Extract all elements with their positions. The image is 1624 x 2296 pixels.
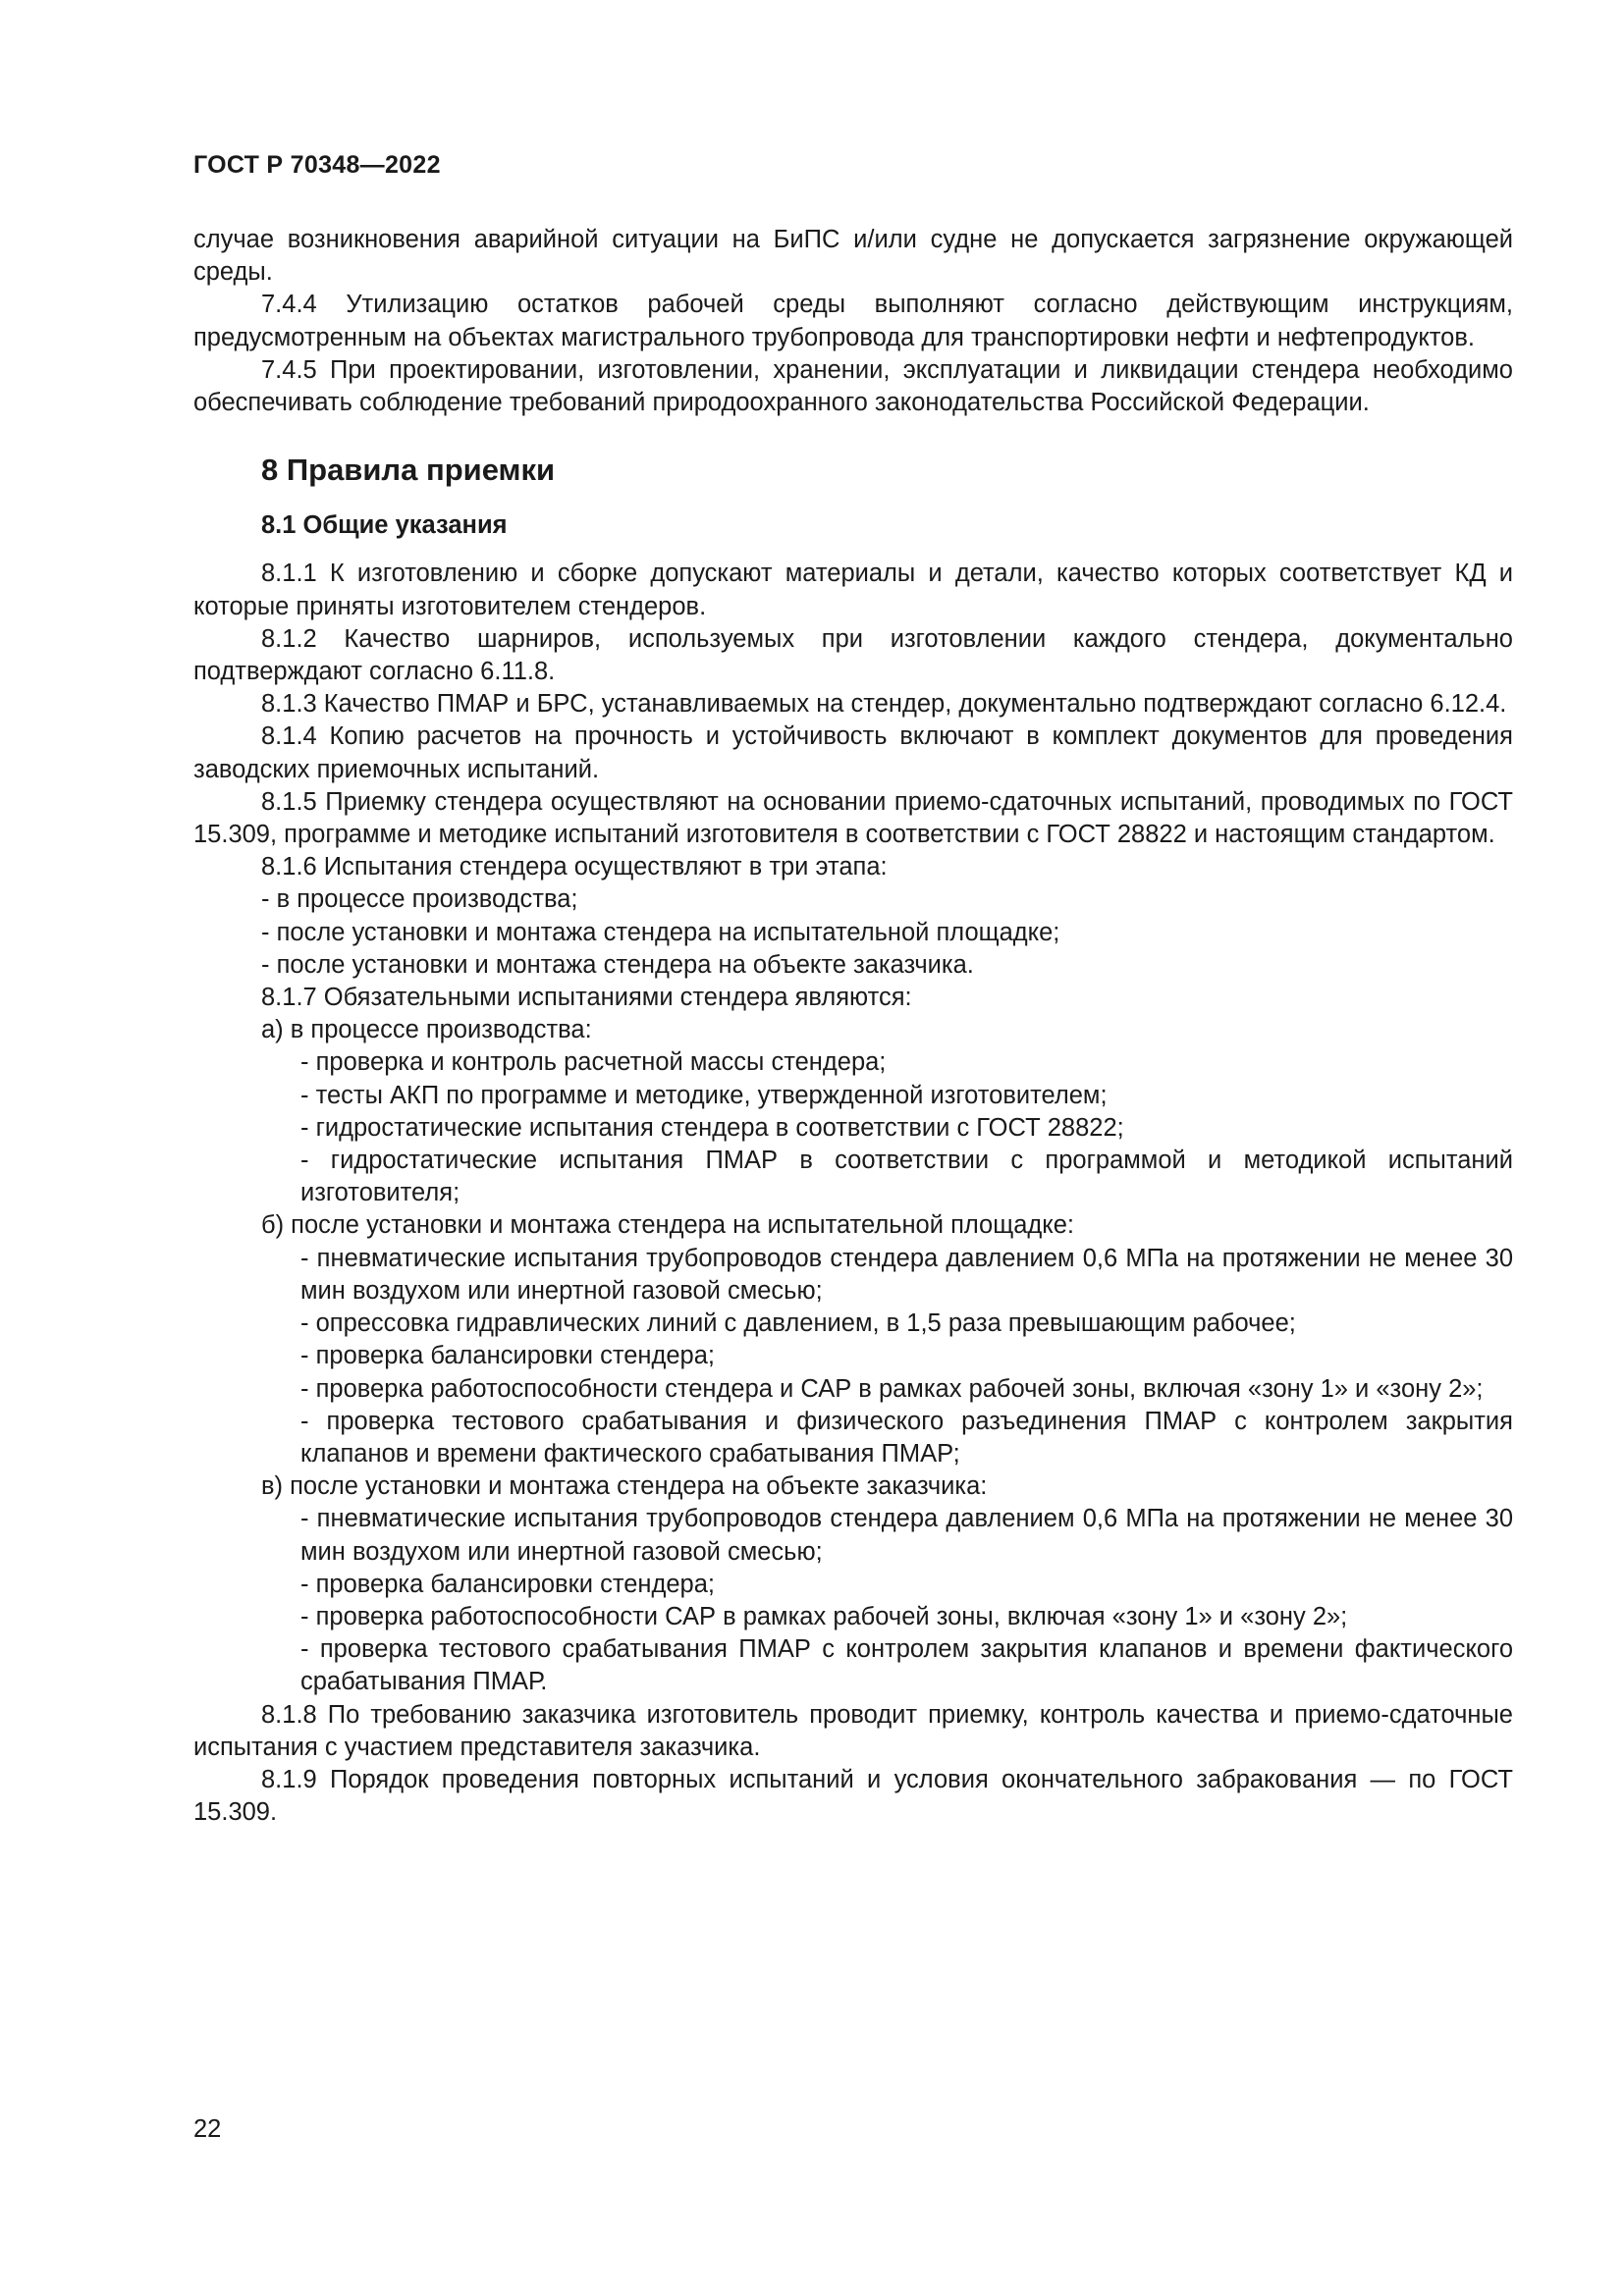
list-item: - проверка балансировки стендера; <box>300 1570 716 1598</box>
list-item: - после установки и монтажа стендера на объекте заказчика. <box>261 950 974 979</box>
list-item-b: б) после установки и монтажа стендера на испытательной площадке: <box>261 1211 1074 1240</box>
paragraph-8-1-3: 8.1.3 Качество ПМАР и БРС, устанавливаемых на стендер, документально подтверждают согласно 6.12.4. <box>261 690 1507 719</box>
paragraph-8-1-7: 8.1.7 Обязательными испытаниями стендера являются: <box>261 984 912 1012</box>
paragraph-continuation: случае возникновения аварийной ситуации на БиПС и/или судне не допускается загрязнение окружающей среды. <box>193 226 1513 287</box>
section-heading-8: 8 Правила приемки <box>261 453 556 488</box>
paragraph-8-1-2: 8.1.2 Качество шарниров, используемых при изготовлении каждого стендера, документально подтверждают согласно 6.11.8. <box>193 624 1513 686</box>
list-item-a: а) в процессе производства: <box>261 1016 592 1044</box>
list-item: - проверка тестового срабатывания и физического разъединения ПМАР с контролем закрытия клапанов и времени фактического срабатывания ПМАР; <box>300 1407 1513 1468</box>
list-item: - после установки и монтажа стендера на испытательной площадке; <box>261 918 1060 946</box>
document-body <box>193 224 1513 1829</box>
list-item: - тесты АКП по программе и методике, утвержденной изготовителем; <box>300 1081 1108 1109</box>
paragraph-8-1-6: 8.1.6 Испытания стендера осуществляют в три этапа: <box>261 853 888 881</box>
paragraph-8-1-8: 8.1.8 По требованию заказчика изготовитель проводит приемку, контроль качества и приемо-сдаточные испытания с участием представителя заказчика. <box>193 1700 1513 1761</box>
list-item: - проверка тестового срабатывания ПМАР с контролем закрытия клапанов и времени фактического срабатывания ПМАР. <box>300 1635 1513 1696</box>
list-item-c: в) после установки и монтажа стендера на объекте заказчика: <box>261 1472 988 1501</box>
list-item: - в процессе производства; <box>261 885 578 914</box>
paragraph-7-4-4: 7.4.4 Утилизацию остатков рабочей среды выполняют согласно действующим инструкциям, предусмотренным на объектах магистрального трубопровода для транспортировки нефти и нефтепродуктов. <box>193 291 1513 351</box>
list-item: - опрессовка гидравлических линий с давлением, в 1,5 раза превышающим рабочее; <box>300 1309 1296 1338</box>
list-item: - проверка и контроль расчетной массы стендера; <box>300 1048 887 1077</box>
list-item: - гидростатические испытания стендера в соответствии с ГОСТ 28822; <box>300 1113 1124 1142</box>
page-number: 22 <box>193 2115 222 2143</box>
list-item: - пневматические испытания трубопроводов стендера давлением 0,6 МПа на протяжении не менее 30 мин воздухом или инертной газовой смесью; <box>300 1244 1513 1305</box>
list-item: - гидростатические испытания ПМАР в соответствии с программой и методикой испытаний изготовителя; <box>300 1147 1513 1207</box>
paragraph-8-1-1: 8.1.1 К изготовлению и сборке допускают материалы и детали, качество которых соответствует КД и которые приняты изготовителем стендеров. <box>193 560 1513 620</box>
paragraph-8-1-9: 8.1.9 Порядок проведения повторных испытаний и условия окончательного забракования — по ГОСТ 15.309. <box>193 1765 1513 1827</box>
paragraph-8-1-5: 8.1.5 Приемку стендера осуществляют на основании приемо-сдаточных испытаний, проводимых по ГОСТ 15.309, программе и методике испытаний изготовителя в соответствии с ГОСТ 28822 и настоящим стандартом. <box>193 787 1513 849</box>
list-item: - пневматические испытания трубопроводов стендера давлением 0,6 МПа на протяжении не менее 30 мин воздухом или инертной газовой смесью; <box>300 1505 1513 1566</box>
paragraph-7-4-5: 7.4.5 При проектировании, изготовлении, хранении, эксплуатации и ликвидации стендера необходимо обеспечивать соблюдение требований природоохранного законодательства Российской Федерации. <box>193 355 1513 417</box>
paragraph-8-1-4: 8.1.4 Копию расчетов на прочность и устойчивость включают в комплект документов для проведения заводских приемочных испытаний. <box>193 722 1513 783</box>
list-item: - проверка работоспособности САР в рамках рабочей зоны, включая «зону 1» и «зону 2»; <box>300 1602 1348 1630</box>
list-item: - проверка балансировки стендера; <box>300 1342 716 1370</box>
subsection-heading-8-1: 8.1 Общие указания <box>261 511 508 540</box>
document-header: ГОСТ Р 70348—2022 <box>193 151 441 179</box>
list-item: - проверка работоспособности стендера и САР в рамках рабочей зоны, включая «зону 1» и «зону 2»; <box>300 1374 1484 1403</box>
